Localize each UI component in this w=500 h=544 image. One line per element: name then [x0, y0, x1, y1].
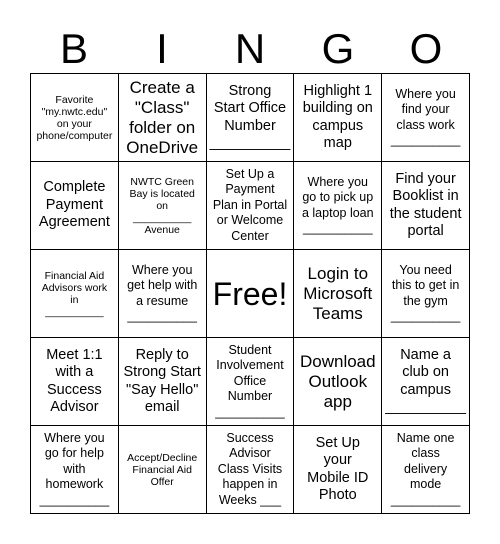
header-letter-o: O: [409, 25, 443, 72]
bingo-cell[interactable]: [31, 338, 119, 426]
bingo-cell-text: Where you go for help with homework __________: [39, 430, 110, 507]
free-space-cell[interactable]: [207, 250, 295, 338]
bingo-cell[interactable]: [294, 338, 382, 426]
bingo-cell[interactable]: [382, 162, 470, 250]
bingo-cell-text: Meet 1:1 with a Success Advisor: [46, 346, 103, 415]
header-letter-g: G: [321, 25, 355, 72]
bingo-cell-text: Name a club on campus __________: [385, 346, 466, 415]
bingo-cell-text: Free!: [212, 275, 288, 312]
bingo-cell-text: Create a "Class" folder on OneDrive: [126, 77, 199, 157]
bingo-cell-text: Strong Start Office Number __________: [209, 82, 291, 151]
bingo-cell[interactable]: [119, 250, 207, 338]
bingo-cell-text: Financial Aid Advisors work in __________: [41, 269, 108, 318]
bingo-cell-text: You need this to get in the gym __________: [390, 262, 461, 323]
bingo-cell-text: Reply to Strong Start "Say Hello" email: [123, 346, 201, 415]
bingo-cell-text: Highlight 1 building on campus map: [302, 82, 373, 151]
bingo-cell-text: Complete Payment Agreement: [38, 179, 110, 231]
bingo-cell[interactable]: [31, 162, 119, 250]
bingo-cell[interactable]: [119, 426, 207, 514]
bingo-cell[interactable]: [382, 338, 470, 426]
bingo-cell-text: Favorite "my.nwtc.edu" on your phone/computer: [36, 93, 113, 142]
bingo-cell[interactable]: [294, 74, 382, 162]
bingo-cell[interactable]: [119, 74, 207, 162]
bingo-cell-text: Where you find your class work __________: [390, 86, 461, 147]
bingo-cell[interactable]: [31, 426, 119, 514]
bingo-cell-text: Set Up your Mobile ID Photo: [307, 434, 369, 503]
bingo-cell-text: Success Advisor Class Visits happen in Weeks ___: [217, 430, 283, 507]
header-letter-i: I: [156, 25, 168, 72]
bingo-cell-text: NWTC Green Bay is located on __________ Avenue: [129, 175, 195, 236]
bingo-cell-text: Student Involvement Office Number __________: [215, 342, 285, 419]
bingo-cell[interactable]: [294, 426, 382, 514]
bingo-cell[interactable]: [382, 426, 470, 514]
bingo-cell-text: Where you go to pick up a laptop loan __________: [301, 174, 374, 235]
bingo-cell-text: Where you get help with a resume __________: [127, 262, 198, 323]
bingo-cell-text: Find your Booklist in the student portal: [389, 170, 462, 239]
bingo-cell-text: Download Outlook app: [299, 351, 376, 411]
bingo-cell[interactable]: [31, 74, 119, 162]
bingo-cell[interactable]: [119, 162, 207, 250]
bingo-cell[interactable]: [382, 74, 470, 162]
bingo-cell-text: Login to Microsoft Teams: [303, 263, 373, 323]
bingo-cell-text: Name one class delivery mode __________: [390, 430, 461, 507]
bingo-board: [30, 73, 470, 514]
bingo-cell[interactable]: [294, 162, 382, 250]
bingo-cell-text: Set Up a Payment Plan in Portal or Welcome Center: [212, 166, 288, 243]
header-letter-b: B: [59, 25, 88, 72]
bingo-cell[interactable]: [119, 338, 207, 426]
bingo-cell[interactable]: [207, 74, 295, 162]
bingo-cell-text: Accept/Decline Financial Aid Offer: [127, 451, 198, 488]
header-letter-n: N: [234, 25, 266, 72]
bingo-cell[interactable]: [207, 338, 295, 426]
bingo-cell[interactable]: [294, 250, 382, 338]
bingo-cell[interactable]: [207, 426, 295, 514]
bingo-cell[interactable]: [207, 162, 295, 250]
bingo-cell[interactable]: [31, 250, 119, 338]
bingo-cell[interactable]: [382, 250, 470, 338]
bingo-header: [30, 26, 470, 72]
